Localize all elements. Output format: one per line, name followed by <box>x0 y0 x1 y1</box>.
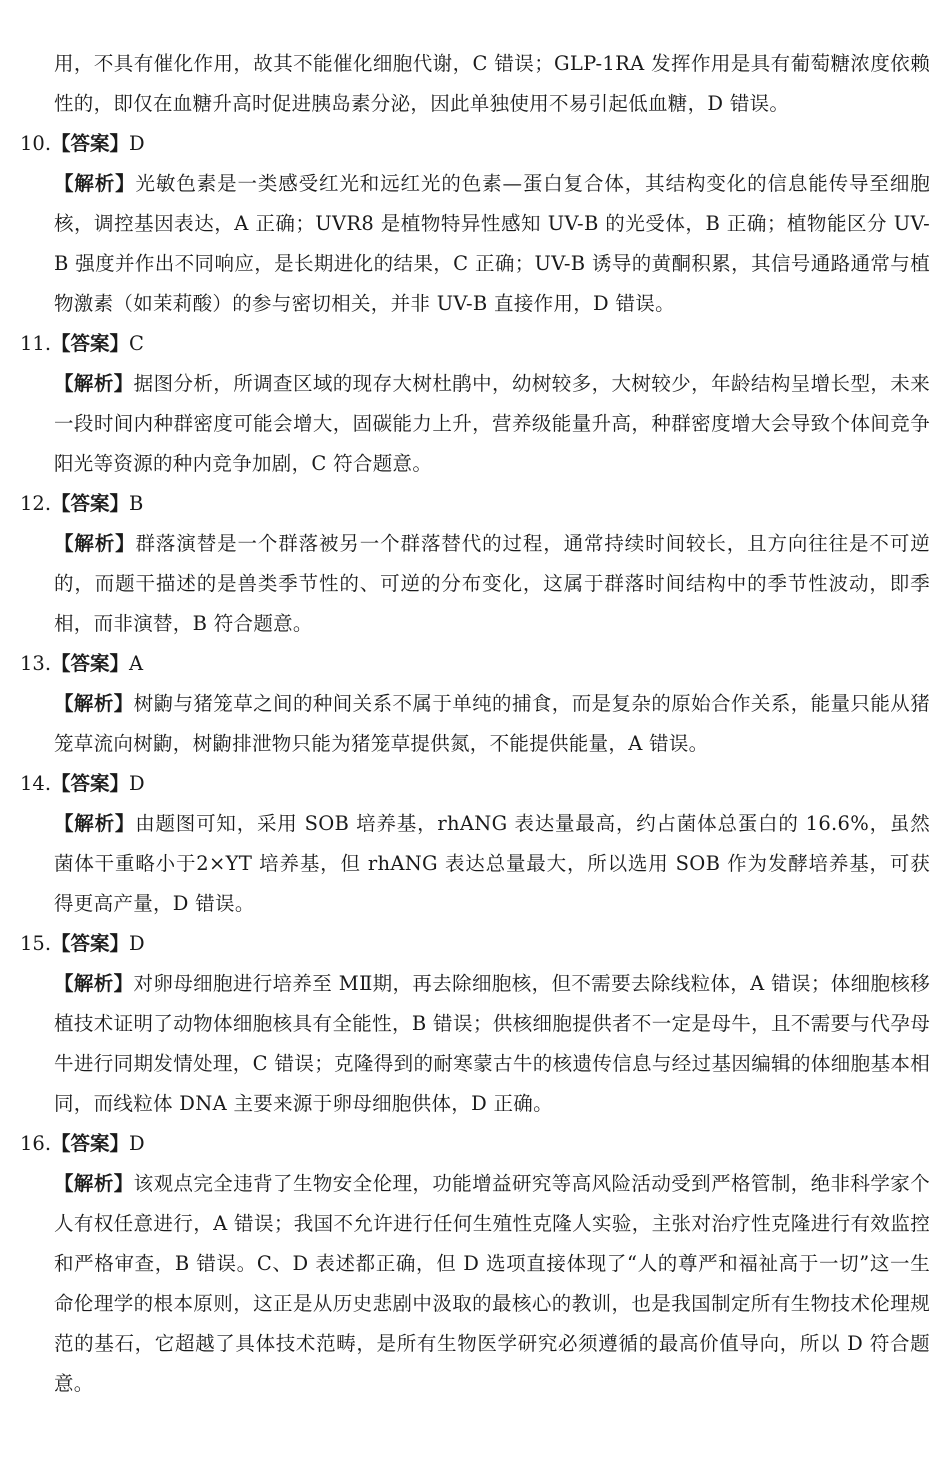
analysis-text: 由题图可知，采用 SOB 培养基，rhANG 表达量最高，约占菌体总蛋白的 16.6%，虽然菌体干重略小于2×YT 培养基，但 rhANG 表达总量最大，所以选用 SOB 作为发酵培养基，可获得更高产量，D 错误。 <box>54 812 930 915</box>
answer-value: D <box>129 1132 145 1155</box>
answer-item-15 <box>0 924 950 1124</box>
analysis-label: 【解析】 <box>54 172 136 195</box>
analysis-text: 该观点完全违背了生物安全伦理，功能增益研究等高风险活动受到严格管制，绝非科学家个人有权任意进行，A 错误；我国不允许进行任何生殖性克隆人实验，主张对治疗性克隆进行有效监控和严格审查，B 错误。C、D 表述都正确，但 D 选项直接体现了“人的尊严和福祉高于一切”这一生命伦理学的根本原则，这正是从历史悲剧中汲取的最核心的教训，也是我国制定所有生物技术伦理规范的基石，它超越了具体技术范畴，是所有生物医学研究必须遵循的最高价值导向，所以 D 符合题意。 <box>54 1172 930 1395</box>
answer-label: 【答案】 <box>51 932 130 955</box>
question-number: 15. <box>20 932 52 955</box>
answer-item-10 <box>0 124 950 324</box>
answer-item-14 <box>0 764 950 924</box>
analysis-text: 树鼩与猪笼草之间的种间关系不属于单纯的捕食，而是复杂的原始合作关系，能量只能从猪笼草流向树鼩，树鼩排泄物只能为猪笼草提供氮，不能提供能量，A 错误。 <box>54 692 930 755</box>
question-number: 11. <box>20 332 52 355</box>
question-number: 12. <box>20 492 52 515</box>
analysis-label: 【解析】 <box>54 532 136 555</box>
answer-value: C <box>129 332 144 355</box>
analysis-label: 【解析】 <box>54 692 134 715</box>
answer-label: 【答案】 <box>51 772 130 795</box>
analysis-text: 光敏色素是一类感受红光和远红光的色素—蛋白复合体，其结构变化的信息能传导至细胞核，调控基因表达，A 正确；UVR8 是植物特异性感知 UV-B 的光受体，B 正确；植物能区分 UV-B 强度并作出不同响应，是长期进化的结果，C 正确；UV-B 诱导的黄酮积累，其信号通路通常与植物激素（如茉莉酸）的参与密切相关，并非 UV-B 直接作用，D 错误。 <box>54 172 930 315</box>
answer-heading <box>0 124 950 164</box>
question-number: 14. <box>20 772 52 795</box>
answer-value: B <box>129 492 144 515</box>
answer-label: 【答案】 <box>51 652 130 675</box>
question-number: 13. <box>20 652 52 675</box>
page-bottom-margin <box>0 1398 950 1464</box>
answer-item-16 <box>0 1124 950 1398</box>
analysis-paragraph <box>0 364 950 484</box>
document-content <box>0 44 950 1398</box>
analysis-paragraph <box>0 804 950 924</box>
analysis-text: 据图分析，所调查区域的现存大树杜鹃中，幼树较多，大树较少，年龄结构呈增长型，未来一段时间内种群密度可能会增大，固碳能力上升，营养级能量升高，种群密度增大会导致个体间竞争阳光等资源的种内竞争加剧，C 符合题意。 <box>54 372 930 475</box>
answer-value: D <box>129 772 145 795</box>
answer-label: 【答案】 <box>51 132 130 155</box>
answer-item-12 <box>0 484 950 644</box>
answer-label: 【答案】 <box>51 1132 130 1155</box>
analysis-label: 【解析】 <box>54 812 136 835</box>
question-number: 16. <box>20 1132 52 1155</box>
answer-heading <box>0 484 950 524</box>
answer-label: 【答案】 <box>51 332 130 355</box>
analysis-text: 群落演替是一个群落被另一个群落替代的过程，通常持续时间较长，且方向往往是不可逆的，而题干描述的是兽类季节性的、可逆的分布变化，这属于群落时间结构中的季节性波动，即季相，而非演替，B 符合题意。 <box>54 532 930 635</box>
answer-value: A <box>129 652 144 675</box>
analysis-label: 【解析】 <box>54 1172 134 1195</box>
answer-item-11 <box>0 324 950 484</box>
answer-heading <box>0 924 950 964</box>
answer-value: D <box>129 932 145 955</box>
analysis-paragraph <box>0 1164 950 1398</box>
analysis-paragraph <box>0 964 950 1124</box>
analysis-label: 【解析】 <box>54 372 134 395</box>
analysis-label: 【解析】 <box>54 972 134 995</box>
analysis-paragraph <box>0 684 950 764</box>
answer-heading <box>0 324 950 364</box>
answer-item-13 <box>0 644 950 764</box>
intro-paragraph: 用，不具有催化作用，故其不能催化细胞代谢，C 错误；GLP-1RA 发挥作用是具有葡萄糖浓度依赖性的，即仅在血糖升高时促进胰岛素分泌，因此单独使用不易引起低血糖，D 错误。 <box>54 52 930 115</box>
answer-label: 【答案】 <box>51 492 130 515</box>
analysis-text: 对卵母细胞进行培养至 MⅡ期，再去除细胞核，但不需要去除线粒体，A 错误；体细胞核移植技术证明了动物体细胞核具有全能性，B 错误；供核细胞提供者不一定是母牛，且不需要与代孕母牛进行同期发情处理，C 错误；克隆得到的耐寒蒙古牛的核遗传信息与经过基因编辑的体细胞基本相同，而线粒体 DNA 主要来源于卵母细胞供体，D 正确。 <box>54 972 930 1115</box>
analysis-paragraph <box>0 524 950 644</box>
answer-value: D <box>129 132 145 155</box>
answer-heading <box>0 644 950 684</box>
answer-heading <box>0 764 950 804</box>
question-number: 10. <box>20 132 52 155</box>
answer-heading <box>0 1124 950 1164</box>
analysis-paragraph <box>0 164 950 324</box>
